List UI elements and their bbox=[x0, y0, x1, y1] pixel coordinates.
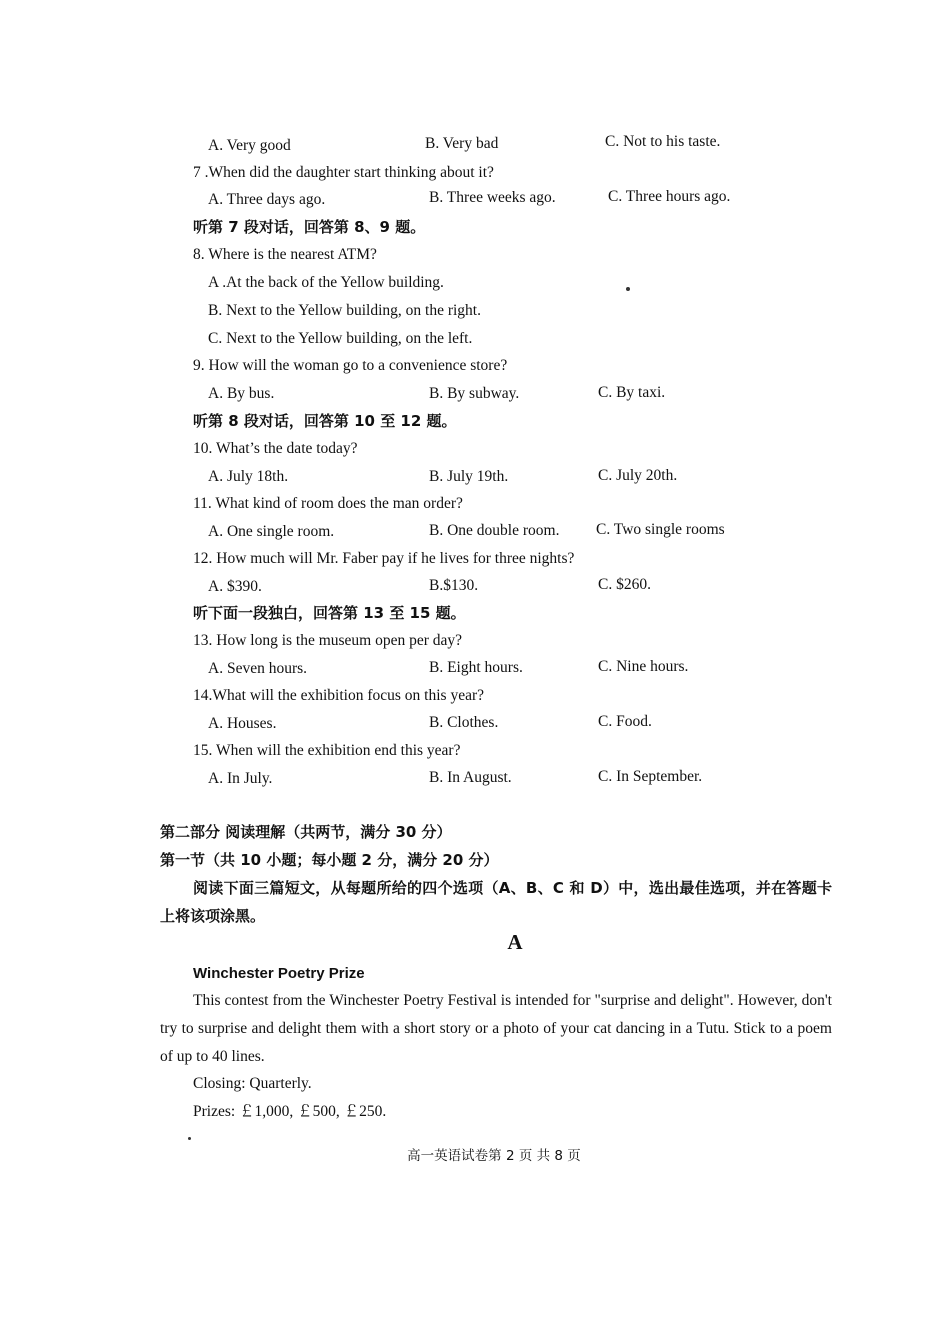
q7-text: 7 .When did the daughter start thinking about it? bbox=[193, 164, 494, 181]
q8-option-a: A .At the back of the Yellow building. bbox=[208, 274, 444, 291]
q11-option-c: C. Two single rooms bbox=[596, 521, 725, 538]
q12-option-a: A. $390. bbox=[208, 578, 262, 595]
q14-text: 14.What will the exhibition focus on this year? bbox=[193, 687, 484, 704]
q10-option-c: C. July 20th. bbox=[598, 467, 678, 484]
q7-option-a: A. Three days ago. bbox=[208, 191, 326, 208]
q12-text: 12. How much will Mr. Faber pay if he lives for three nights? bbox=[193, 550, 575, 567]
part-two-heading: 第二部分 阅读理解（共两节，满分 30 分） bbox=[160, 823, 452, 841]
closing-info: Closing: Quarterly. bbox=[193, 1075, 312, 1092]
q13-text: 13. How long is the museum open per day? bbox=[193, 632, 463, 649]
q15-text: 15. When will the exhibition end this year? bbox=[193, 742, 461, 759]
reading-instruction: 阅读下面三篇短文，从每题所给的四个选项（A、B、C 和 D）中，选出最佳选项，并在答题卡上将该项涂黑。 bbox=[160, 879, 832, 925]
page-footer: 高一英语试卷第 2 页 共 8 页 bbox=[407, 1148, 581, 1164]
instruction-dialogue-7: 听第 7 段对话，回答第 8、9 题。 bbox=[193, 218, 426, 236]
passage-body: This contest from the Winchester Poetry Festival is intended for "surprise and delight". However, don't try to surprise and delight them with a short story or a photo of your cat dancing in a Tutu. Stick to a poem of up to 40 lines. bbox=[160, 992, 832, 1065]
q15-option-a: A. In July. bbox=[208, 770, 273, 787]
q7-option-b: B. Three weeks ago. bbox=[429, 189, 556, 206]
q6-option-a: A. Very good bbox=[208, 137, 291, 154]
q13-option-b: B. Eight hours. bbox=[429, 659, 523, 676]
q13-option-a: A. Seven hours. bbox=[208, 660, 308, 677]
q9-option-a: A. By bus. bbox=[208, 385, 275, 402]
q14-option-a: A. Houses. bbox=[208, 715, 277, 732]
q14-option-b: B. Clothes. bbox=[429, 714, 499, 731]
q11-text: 11. What kind of room does the man order? bbox=[193, 495, 463, 512]
q10-option-a: A. July 18th. bbox=[208, 468, 289, 485]
q6-option-b: B. Very bad bbox=[425, 135, 499, 152]
q9-option-c: C. By taxi. bbox=[598, 384, 666, 401]
q15-option-b: B. In August. bbox=[429, 769, 512, 786]
q14-option-c: C. Food. bbox=[598, 713, 652, 730]
q15-option-c: C. In September. bbox=[598, 768, 703, 785]
instruction-monologue: 听下面一段独白，回答第 13 至 15 题。 bbox=[193, 604, 466, 622]
passage-letter: A bbox=[507, 930, 523, 954]
q8-option-b: B. Next to the Yellow building, on the right. bbox=[208, 302, 481, 319]
scan-speck bbox=[626, 287, 630, 291]
q12-option-b: B.$130. bbox=[429, 577, 479, 594]
q6-option-c: C. Not to his taste. bbox=[605, 133, 721, 150]
passage-title: Winchester Poetry Prize bbox=[193, 965, 365, 982]
q10-text: 10. What’s the date today? bbox=[193, 440, 358, 457]
q11-option-b: B. One double room. bbox=[429, 522, 560, 539]
prizes-info: Prizes: ￡1,000, ￡500, ￡250. bbox=[193, 1103, 387, 1120]
q7-option-c: C. Three hours ago. bbox=[608, 188, 731, 205]
q8-text: 8. Where is the nearest ATM? bbox=[193, 246, 377, 263]
q13-option-c: C. Nine hours. bbox=[598, 658, 689, 675]
q10-option-b: B. July 19th. bbox=[429, 468, 509, 485]
q11-option-a: A. One single room. bbox=[208, 523, 335, 540]
q8-option-c: C. Next to the Yellow building, on the left. bbox=[208, 330, 473, 347]
q12-option-c: C. $260. bbox=[598, 576, 651, 593]
section-one-heading: 第一节（共 10 小题；每小题 2 分，满分 20 分） bbox=[160, 851, 499, 869]
scan-speck bbox=[188, 1137, 191, 1140]
q9-option-b: B. By subway. bbox=[429, 385, 520, 402]
instruction-dialogue-8: 听第 8 段对话，回答第 10 至 12 题。 bbox=[193, 412, 457, 430]
q9-text: 9. How will the woman go to a convenience store? bbox=[193, 357, 508, 374]
